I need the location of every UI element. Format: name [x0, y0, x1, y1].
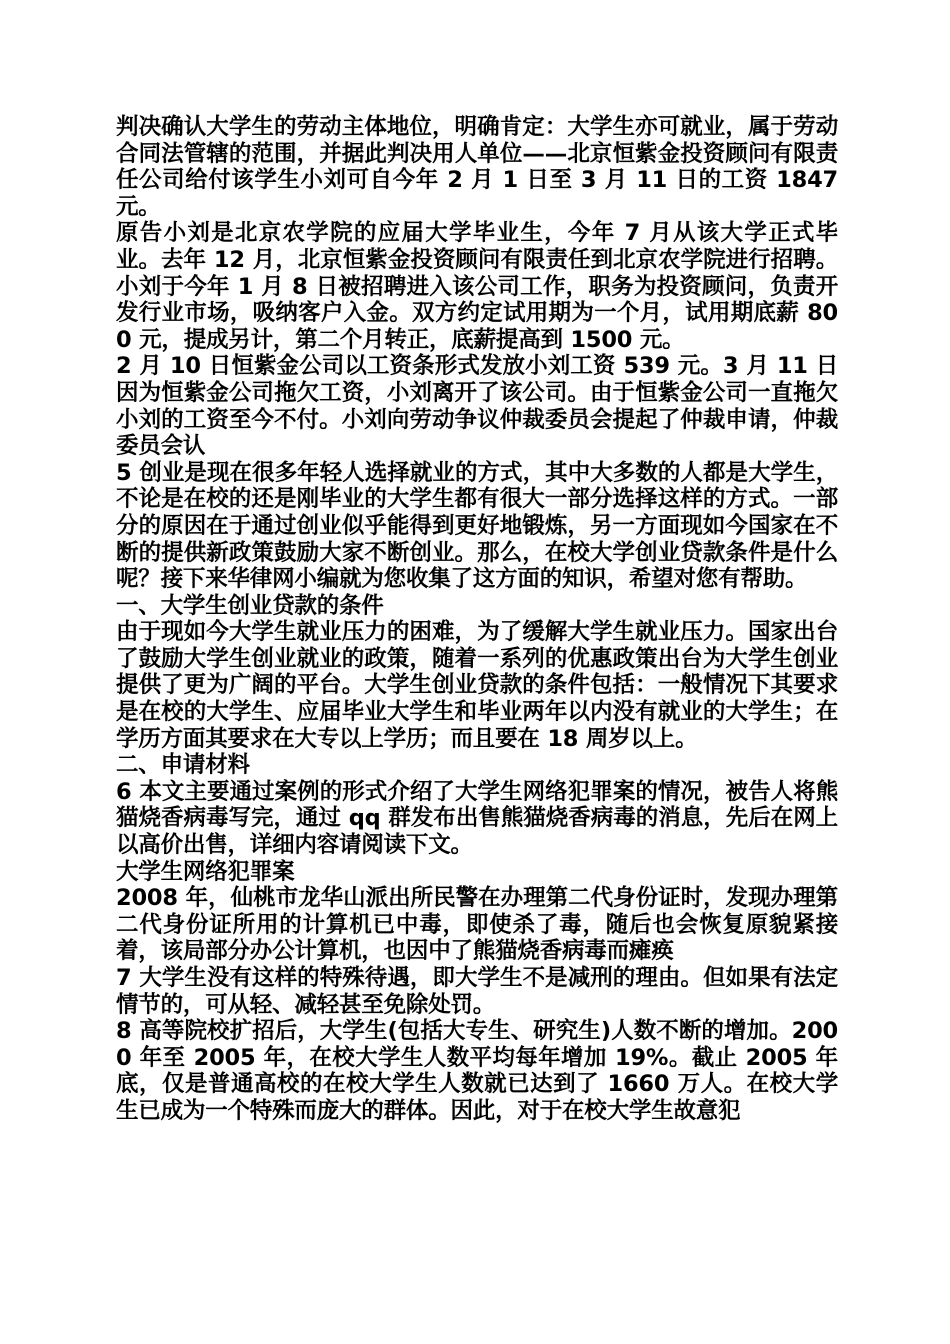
paragraph-wages: 2 月 10 日恒紫金公司以工资条形式发放小刘工资 539 元。3 月 11 日因为恒紫金公司拖欠工资，小刘离开了该公司。由于恒紫金公司一直拖欠小刘的工资至今不付。小刘向劳动争议仲裁委员会提起了仲裁申请，仲裁委员会认 [116, 353, 838, 460]
paragraph-loan-conditions: 由于现如今大学生就业压力的困难，为了缓解大学生就业压力。国家出台了鼓励大学生创业就业的政策，随着一系列的优惠政策出台为大学生创业提供了更为广阔的平台。大学生创业贷款的条件包括：一般情况下其要求是在校的大学生、应届毕业大学生和毕业两年以内没有就业的大学生；在学历方面其要求在大专以上学历；而且要在 18 周岁以上。 [116, 619, 838, 752]
heading-application-materials: 二、申请材料 [116, 752, 250, 779]
paragraph-cybercrime-intro: 6 本文主要通过案例的形式介绍了大学生网络犯罪案的情况，被告人将熊猫烧香病毒写完，通过 qq 群发布出售熊猫烧香病毒的消息，先后在网上以高价出售，详细内容请阅读下文。 [116, 778, 838, 859]
heading-cybercrime-case: 大学生网络犯罪案 [116, 858, 295, 885]
paragraph-entrepreneurship: 5 创业是现在很多年轻人选择就业的方式，其中大多数的人都是大学生，不论是在校的还是刚毕业的大学生都有很大一部分选择这样的方式。一部分的原因在于通过创业似乎能得到更好地锻炼，另一方面现如今国家在不断的提供新政策鼓励大家不断创业。那么，在校大学创业贷款条件是什么呢？接下来华律网小编就为您收集了这方面的知识，希望对您有帮助。 [116, 459, 838, 593]
paragraph-sentencing: 7 大学生没有这样的特殊待遇，即大学生不是减刑的理由。但如果有法定情节的，可从轻、减轻甚至免除处罚。 [116, 965, 838, 1018]
document-body [116, 114, 838, 1125]
paragraph-cybercrime-case: 2008 年，仙桃市龙华山派出所民警在办理第二代身份证时，发现办理第二代身份证所用的计算机已中毒，即使杀了毒，随后也会恢复原貌紧接着，该局部分办公计算机，也因中了熊猫烧香病毒而瘫痪 [116, 885, 838, 965]
paragraph-judgment: 判决确认大学生的劳动主体地位，明确肯定：大学生亦可就业，属于劳动合同法管辖的范围，并据此判决用人单位——北京恒紫金投资顾问有限责任公司给付该学生小刘可自今年 2 月 1 日至 3 月 11 日的工资 1847 元。 [116, 114, 838, 220]
paragraph-enrollment: 8 高等院校扩招后，大学生(包括大专生、研究生)人数不断的增加。2000 年至 2005 年，在校大学生人数平均每年增加 19%。截止 2005 年底，仅是普通高校的在校大学生人数就已达到了 1660 万人。在校大学生已成为一个特殊而庞大的群体。因此，对于在校大学生故意犯 [116, 1018, 838, 1124]
heading-loan-conditions: 一、大学生创业贷款的条件 [116, 592, 384, 619]
paragraph-plaintiff: 原告小刘是北京农学院的应届大学毕业生，今年 7 月从该大学正式毕业。去年 12 月，北京恒紫金投资顾问有限责任到北京农学院进行招聘。小刘于今年 1 月 8 日被招聘进入该公司工作，职务为投资顾问，负责开发行业市场，吸纳客户入金。双方约定试用期为一个月，试用期底薪 800 元，提成另计，第二个月转正，底薪提高到 1500 元。 [116, 220, 838, 353]
